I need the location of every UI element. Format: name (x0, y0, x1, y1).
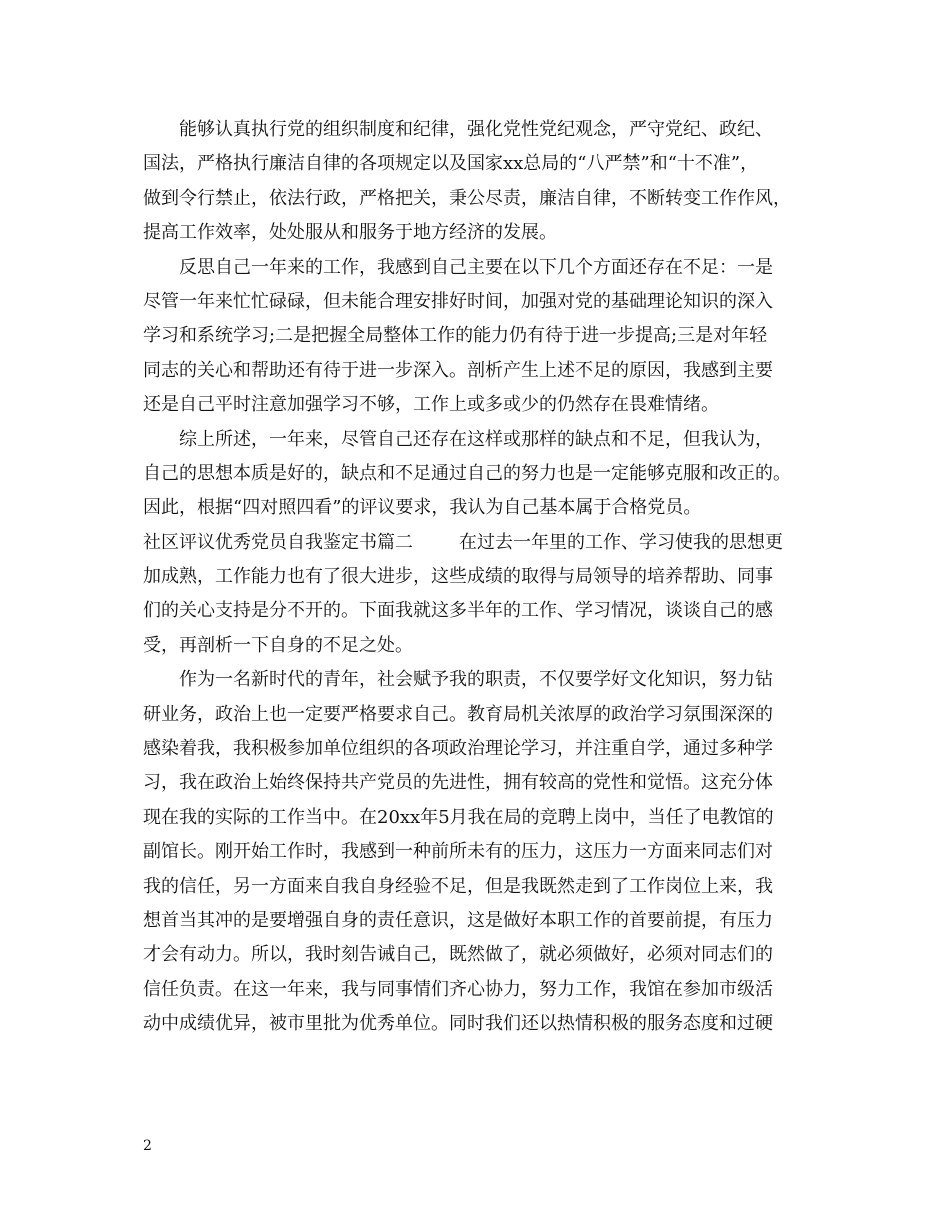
paragraph-line: 信任负责。在这一年来，我与同事情们齐心协力，努力工作，我馆在参加市级活 (143, 978, 773, 1000)
paragraph-line: 我的信任，另一方面来自我自身经验不足，但是我既然走到了工作岗位上来，我 (143, 875, 773, 897)
paragraph-line: 做到令行禁止，依法行政，严格把关，秉公尽责，廉洁自律，不断转变工作作风， (143, 187, 791, 209)
paragraph-line: 提高工作效率，处处服从和服务于地方经济的发展。 (143, 222, 557, 244)
paragraph-line: 反思自己一年来的工作，我感到自己主要在以下几个方面还存在不足：一是 (179, 256, 773, 278)
document-body (143, 113, 828, 1042)
paragraph-line: 自己的思想本质是好的，缺点和不足通过自己的努力也是一定能够克服和改正的。 (143, 462, 791, 484)
paragraph-line: 动中成绩优异，被市里批为优秀单位。同时我们还以热情积极的服务态度和过硬 (143, 1013, 773, 1035)
paragraph-line: 才会有动力。所以，我时刻告诫自己，既然做了，就必须做好，必须对同志们的 (143, 944, 773, 966)
paragraph-line: 因此，根据“四对照四看”的评议要求，我认为自己基本属于合格党员。 (143, 497, 702, 519)
paragraph-line: 还是自己平时注意加强学习不够，工作上或多或少的仍然存在畏难情绪。 (143, 394, 719, 416)
paragraph-line: 作为一名新时代的青年，社会赋予我的职责，不仅要学好文化知识，努力钻 (179, 669, 773, 691)
paragraph-line: 能够认真执行党的组织制度和纪律，强化党性党纪观念，严守党纪、政纪、 (179, 119, 773, 140)
paragraph-line: 综上所述，一年来，尽管自己还存在这样或那样的缺点和不足，但我认为， (179, 428, 773, 450)
paragraph-line: 受，再剖析一下自身的不足之处。 (143, 634, 413, 656)
paragraph-line: 们的关心支持是分不开的。下面我就这多半年的工作、学习情况，谈谈自己的感 (143, 600, 773, 622)
paragraph-line: 习，我在政治上始终保持共产党员的先进性，拥有较高的党性和觉悟。这充分体 (143, 772, 773, 794)
paragraph-line: 感染着我，我积极参加单位组织的各项政治理论学习，并注重自学，通过多种学 (143, 738, 773, 760)
paragraph-line: 现在我的实际的工作当中。在20xx年5月我在局的竞聘上岗中，当任了电教馆的 (143, 806, 774, 828)
section-heading-line (143, 526, 828, 560)
paragraph-line: 研业务，政治上也一定要严格要求自己。教育局机关浓厚的政治学习氛围深深的 (143, 703, 773, 725)
section-heading-continuation: 在过去一年里的工作、学习使我的思想更 (459, 531, 783, 553)
section-heading-title: 社区评议优秀党员自我鉴定书篇二 (143, 531, 413, 553)
paragraph-line: 同志的关心和帮助还有待于进一步深入。剖析产生上述不足的原因，我感到主要 (143, 359, 773, 381)
page-number: 2 (143, 1138, 152, 1154)
paragraph-line: 加成熟，工作能力也有了很大进步，这些成绩的取得与局领导的培养帮助、同事 (143, 566, 773, 588)
paragraph-line: 学习和系统学习;二是把握全局整体工作的能力仍有待于进一步提高;三是对年轻 (143, 325, 768, 347)
paragraph-line: 副馆长。刚开始工作时，我感到一种前所未有的压力，这压力一方面来同志们对 (143, 841, 773, 863)
paragraph-line: 国法，严格执行廉洁自律的各项规定以及国家xx总局的“八严禁”和“十不准”， (143, 153, 759, 175)
paragraph-line: 想首当其冲的是要增强自身的责任意识，这是做好本职工作的首要前提，有压力 (143, 909, 773, 931)
paragraph-line: 尽管一年来忙忙碌碌，但未能合理安排好时间，加强对党的基础理论知识的深入 (143, 290, 773, 312)
